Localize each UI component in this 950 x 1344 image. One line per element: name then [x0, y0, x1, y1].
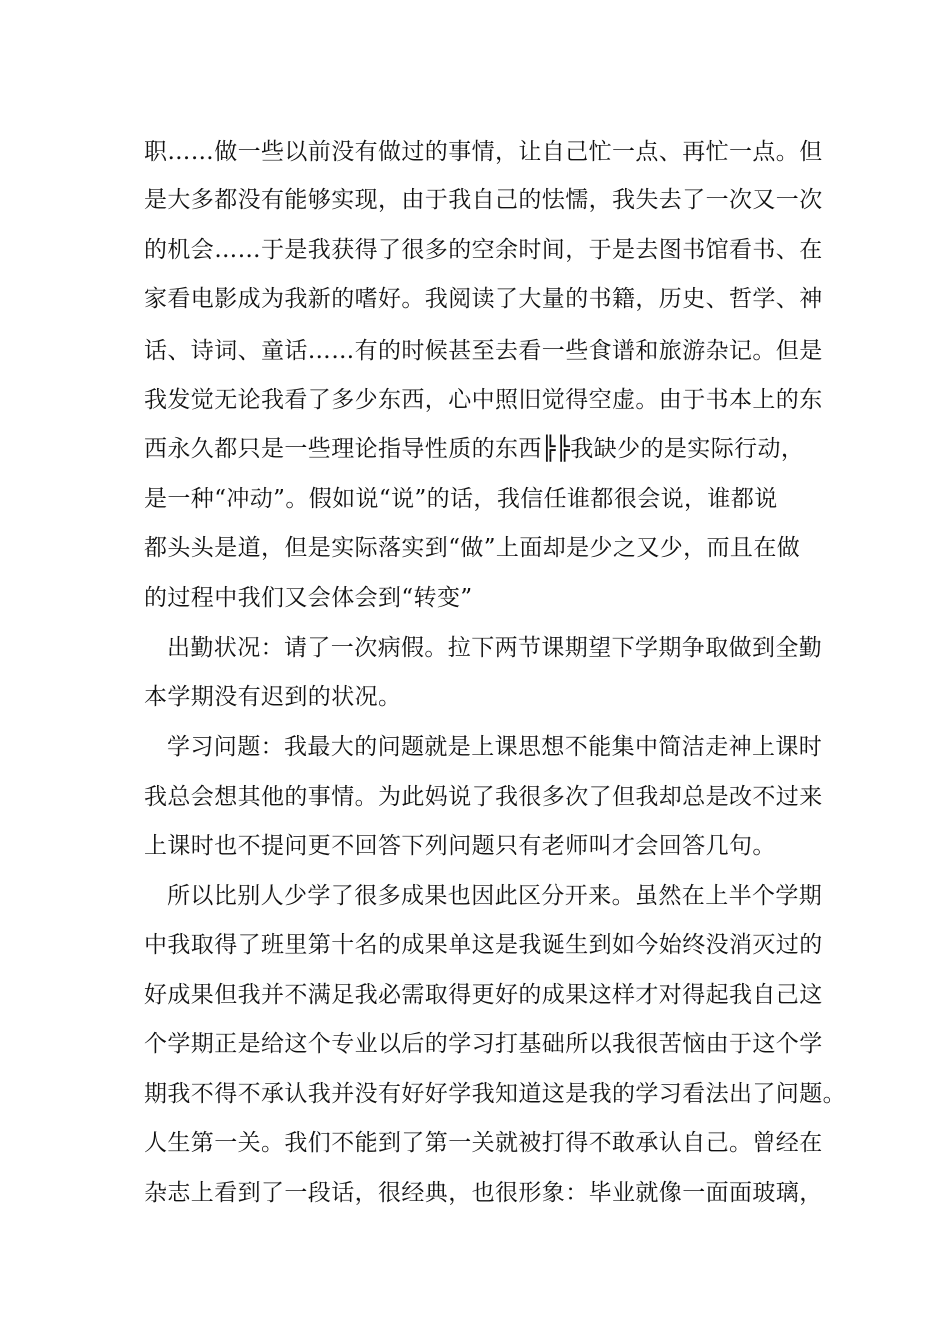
- text-line: 我总会想其他的事情。为此妈说了我很多次了但我却总是改不过来: [144, 784, 823, 810]
- text-line: 上课时也不提问更不回答下列问题只有老师叫才会回答几句。: [144, 833, 776, 859]
- text-line: 本学期没有迟到的状况。: [144, 684, 402, 710]
- text-line: 家看电影成为我新的嗜好。我阅读了大量的书籍，历史、哲学、神: [144, 286, 823, 312]
- text-line: 好成果但我并不满足我必需取得更好的成果这样才对得起我自己这: [144, 982, 823, 1008]
- text-line: 话、诗词、童话……有的时候甚至去看一些食谱和旅游杂记。但是: [144, 338, 823, 364]
- text-line: 是大多都没有能够实现，由于我自己的怯懦，我失去了一次又一次: [144, 187, 823, 213]
- paragraph-first-line: 所以比别人少学了很多成果也因此区分开来。虽然在上半个学期: [167, 883, 823, 909]
- paragraph-first-line: 出勤状况：请了一次病假。拉下两节课期望下学期争取做到全勤: [167, 635, 823, 661]
- text-line: 都头头是道，但是实际落实到“做”上面却是少之又少，而且在做: [144, 535, 801, 561]
- paragraph-first-line: 学习问题：我最大的问题就是上课思想不能集中简洁走神上课时: [167, 734, 823, 760]
- text-line: 的过程中我们又会体会到“转变”: [144, 585, 473, 611]
- text-line: 我发觉无论我看了多少东西，心中照旧觉得空虚。由于书本上的东: [144, 387, 823, 413]
- text-line: 个学期正是给这个专业以后的学习打基础所以我很苦恼由于这个学: [144, 1031, 823, 1057]
- text-line: 西永久都只是一些理论指导性质的东西╠╠我缺少的是实际行动，: [144, 436, 805, 462]
- text-line: 期我不得不承认我并没有好好学我知道这是我的学习看法出了问题。: [144, 1081, 846, 1107]
- text-line: 杂志上看到了一段话，很经典，也很形象：毕业就像一面面玻璃，: [144, 1180, 823, 1206]
- text-line: 的机会……于是我获得了很多的空余时间，于是去图书馆看书、在: [144, 237, 823, 263]
- text-line: 是一种“冲动”。假如说“说”的话，我信任谁都很会说，谁都说: [144, 486, 778, 512]
- text-line: 中我取得了班里第十名的成果单这是我诞生到如今始终没消灭过的: [144, 932, 823, 958]
- text-line: 人生第一关。我们不能到了第一关就被打得不敢承认自己。曾经在: [144, 1130, 823, 1156]
- text-line: 职……做一些以前没有做过的事情，让自己忙一点、再忙一点。但: [144, 139, 823, 165]
